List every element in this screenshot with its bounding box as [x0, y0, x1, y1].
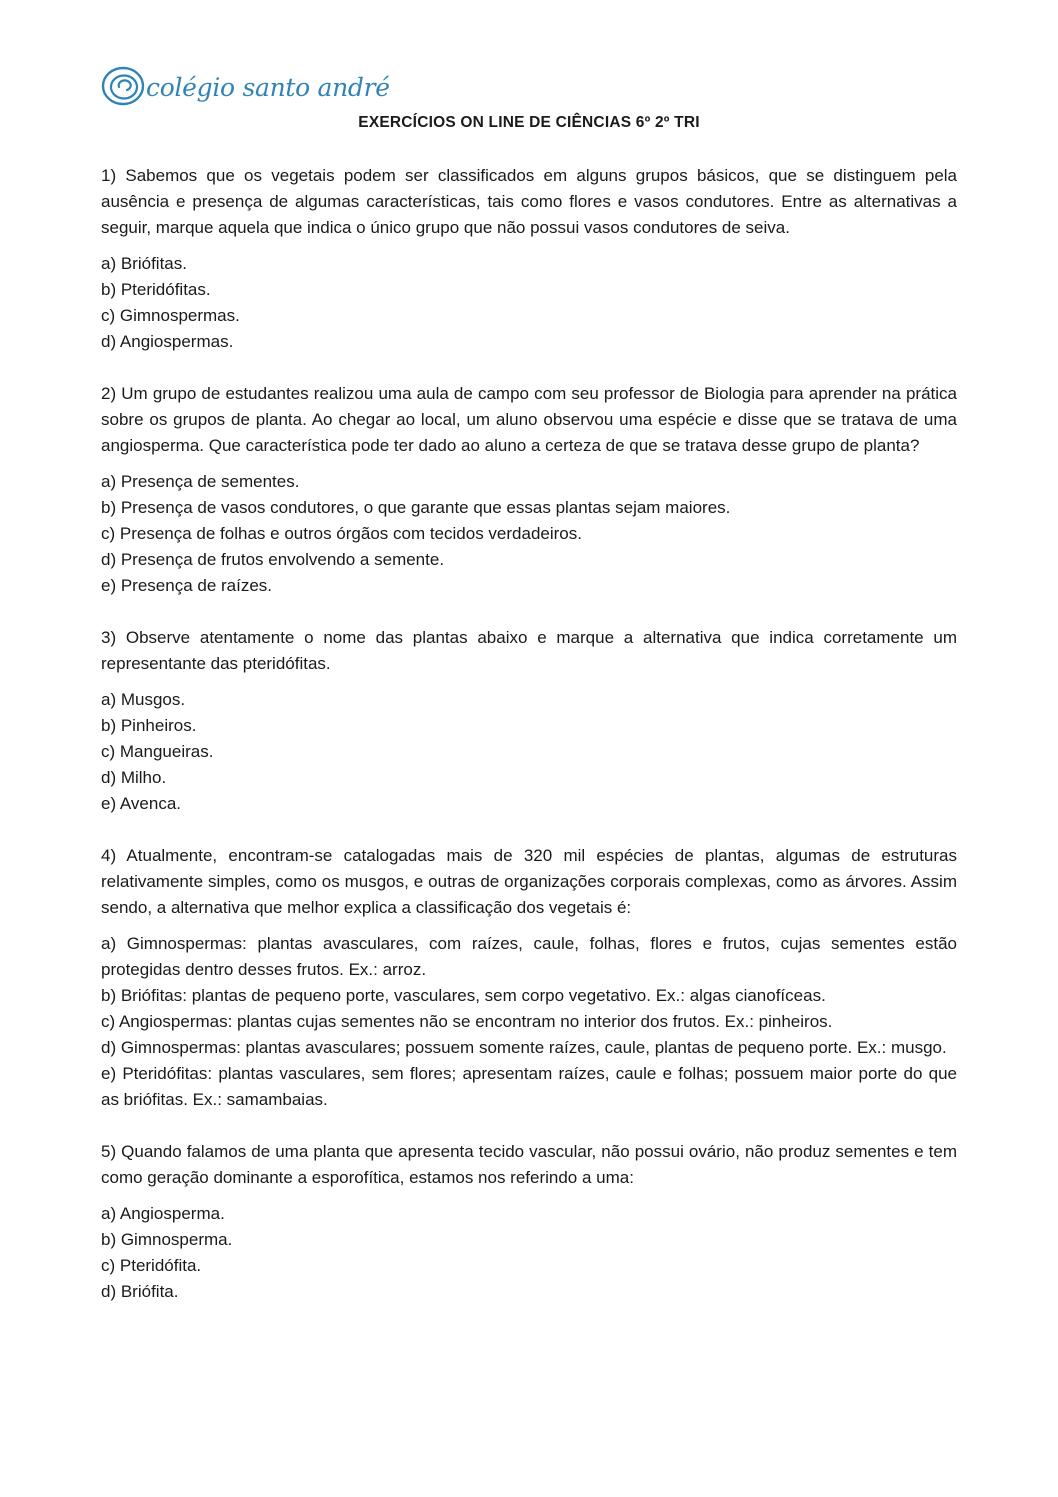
question-text: 1) Sabemos que os vegetais podem ser classificados em alguns grupos básicos, que se distinguem pela ausência e presença de algumas características, tais como flores e vasos condutores. Entre as alternativas a seguir, marque aquela que indica o único grupo que não possui vasos condutores de seiva. — [101, 166, 957, 237]
option-b: b) Gimnosperma. — [101, 1230, 233, 1249]
question-1 — [101, 163, 957, 355]
option-e: e) Pteridófitas: plantas vasculares, sem flores; apresentam raízes, caule e folhas; possuem maior porte do que as briófitas. Ex.: samambaias. — [101, 1064, 957, 1109]
option-list — [101, 687, 957, 817]
question-text: 3) Observe atentamente o nome das plantas abaixo e marque a alternativa que indica corretamente um representante das pteridófitas. — [101, 628, 957, 673]
option-b: b) Pteridófitas. — [101, 280, 211, 299]
option-list — [101, 251, 957, 355]
option-b: b) Briófitas: plantas de pequeno porte, vasculares, sem corpo vegetativo. Ex.: algas cianofíceas. — [101, 986, 826, 1005]
option-d: d) Briófita. — [101, 1282, 179, 1301]
question-2 — [101, 381, 957, 599]
option-b: b) Pinheiros. — [101, 716, 197, 735]
school-logo — [100, 60, 390, 110]
exercise-list — [101, 163, 957, 1305]
option-list — [101, 469, 957, 599]
question-text: 2) Um grupo de estudantes realizou uma aula de campo com seu professor de Biologia para aprender na prática sobre os grupos de planta. Ao chegar ao local, um aluno observou uma espécie e disse que se tratava de uma angiosperma. Que característica pode ter dado ao aluno a certeza de que se tratava desse grupo de planta? — [101, 384, 957, 455]
spiral-logo-icon — [100, 62, 146, 108]
option-c: c) Gimnospermas. — [101, 306, 240, 325]
question-5 — [101, 1139, 957, 1305]
option-d: d) Gimnospermas: plantas avasculares; possuem somente raízes, caule, plantas de pequeno porte. Ex.: musgo. — [101, 1038, 947, 1057]
option-b: b) Presença de vasos condutores, o que garante que essas plantas sejam maiores. — [101, 498, 731, 517]
option-a: a) Musgos. — [101, 690, 186, 709]
option-list — [101, 931, 957, 1113]
option-d: d) Presença de frutos envolvendo a semente. — [101, 550, 445, 569]
option-a: a) Angiosperma. — [101, 1204, 225, 1223]
option-a: a) Gimnospermas: plantas avasculares, com raízes, caule, folhas, flores e frutos, cujas sementes estão protegidas dentro desses frutos. Ex.: arroz. — [101, 934, 957, 979]
option-c: c) Angiospermas: plantas cujas sementes não se encontram no interior dos frutos. Ex.: pinheiros. — [101, 1012, 833, 1031]
question-4 — [101, 843, 957, 1113]
option-c: c) Mangueiras. — [101, 742, 214, 761]
option-list — [101, 1201, 957, 1305]
option-e: e) Presença de raízes. — [101, 576, 273, 595]
option-a: a) Presença de sementes. — [101, 472, 300, 491]
page-title: EXERCÍCIOS ON LINE DE CIÊNCIAS 6º 2º TRI — [358, 114, 700, 131]
option-e: e) Avenca. — [101, 794, 182, 813]
option-d: d) Angiospermas. — [101, 332, 234, 351]
school-name: colégio santo andré — [146, 72, 390, 102]
option-d: d) Milho. — [101, 768, 167, 787]
option-c: c) Presença de folhas e outros órgãos com tecidos verdadeiros. — [101, 524, 582, 543]
question-text: 5) Quando falamos de uma planta que apresenta tecido vascular, não possui ovário, não produz sementes e tem como geração dominante a esporofítica, estamos nos referindo a uma: — [101, 1142, 957, 1187]
option-c: c) Pteridófita. — [101, 1256, 202, 1275]
option-a: a) Briófitas. — [101, 254, 187, 273]
question-3 — [101, 625, 957, 817]
question-text: 4) Atualmente, encontram-se catalogadas mais de 320 mil espécies de plantas, algumas de estruturas relativamente simples, como os musgos, e outras de organizações corporais complexas, como as árvores. Assim sendo, a alternativa que melhor explica a classificação dos vegetais é: — [101, 846, 957, 917]
